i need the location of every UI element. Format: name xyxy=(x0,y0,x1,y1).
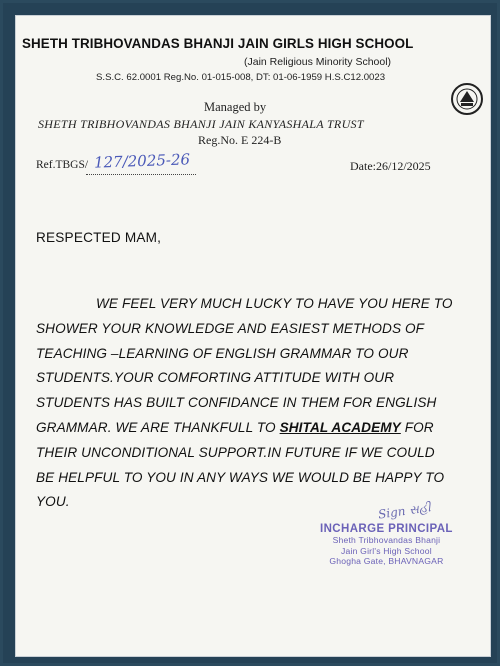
academy-name: SHITAL ACADEMY xyxy=(279,419,401,435)
body-line: THEIR UNCONDITIONAL SUPPORT.IN FUTURE IF WE COULD xyxy=(36,444,435,460)
trust-registration: Reg.No. E 224-B xyxy=(198,133,282,147)
reference-number-handwritten: 127/2025-26 xyxy=(93,150,191,172)
body-line: BE HELPFUL TO YOU IN ANY WAYS WE WOULD BE HAPPY TO xyxy=(36,469,445,485)
stamp-line: Ghogha Gate, BHAVNAGAR xyxy=(329,556,444,567)
letter-date: Date:26/12/2025 xyxy=(350,159,431,173)
body-line: TEACHING –LEARNING OF ENGLISH GRAMMAR TO OUR xyxy=(36,345,409,361)
stamp-line: Jain Girl's High School xyxy=(341,545,432,556)
stamp-title: INCHARGE PRINCIPAL xyxy=(320,523,453,535)
body-line xyxy=(36,416,491,441)
letter-page xyxy=(15,15,491,657)
body-line: STUDENTS.YOUR COMFORTING ATTITUDE WITH OUR xyxy=(36,370,395,386)
body-line: STUDENTS HAS BUILT CONFIDANCE IN THEM FOR ENGLISH xyxy=(36,395,437,411)
body-text-segment: FOR xyxy=(400,419,434,435)
reference-dotted-line xyxy=(86,174,196,175)
school-name: SHETH TRIBHOVANDAS BHANJI JAIN GIRLS HIGH SCHOOL xyxy=(22,36,414,51)
body-text-segment: GRAMMAR. WE ARE THANKFULL TO xyxy=(36,419,280,435)
salutation: RESPECTED MAM, xyxy=(36,230,162,245)
school-type: (Jain Religious Minority School) xyxy=(244,56,392,68)
stamp-line: Sheth Tribhovandas Bhanji xyxy=(332,535,441,545)
managed-by-label: Managed by xyxy=(204,100,267,114)
registration-line: S.S.C. 62.0001 Reg.No. 01-015-008, DT: 01-06-1959 H.S.C12.0023 xyxy=(96,72,386,83)
body-line: WE FEEL VERY MUCH LUCKY TO HAVE YOU HERE TO xyxy=(96,296,453,311)
letter-body xyxy=(36,292,491,515)
trust-name: SHETH TRIBHOVANDAS BHANJI JAIN KANYASHALA TRUST xyxy=(38,117,364,131)
body-line: SHOWER YOUR KNOWLEDGE AND EASIEST METHODS OF xyxy=(36,320,425,336)
school-emblem-icon xyxy=(450,82,484,116)
handwritten-signature: Sign સહી xyxy=(377,500,432,522)
body-line: YOU. xyxy=(36,494,70,510)
principal-stamp xyxy=(320,523,453,567)
reference-label: Ref.TBGS/ xyxy=(36,159,89,171)
